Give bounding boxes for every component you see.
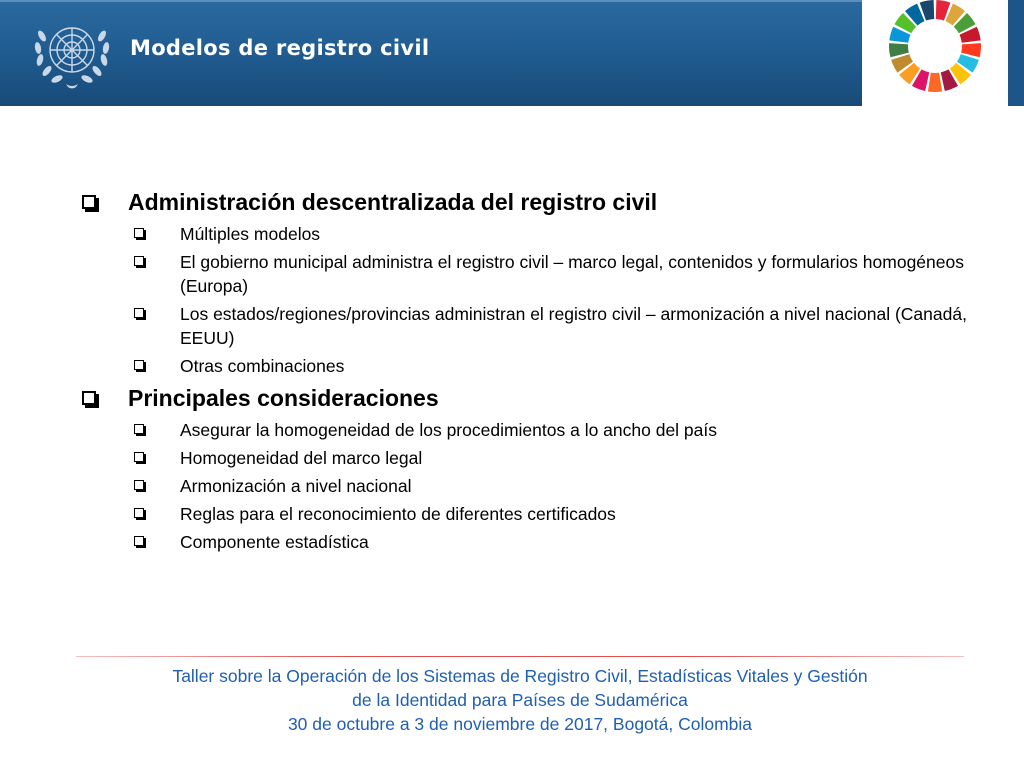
- footer-line-3: 30 de octubre a 3 de noviembre de 2017, Bogotá, Colombia: [287, 714, 753, 734]
- checkbox-bullet-icon: [134, 424, 144, 434]
- footer-line-1: Taller sobre la Operación de los Sistemas de Registro Civil, Estadísticas Vitales y Gestión: [172, 666, 868, 686]
- list-item: Múltiples modelos: [134, 222, 978, 246]
- checkbox-bullet-icon: [134, 452, 144, 462]
- list-item: Componente estadística: [134, 530, 978, 554]
- un-emblem-icon: [30, 14, 114, 92]
- sdg-wheel-segment: [961, 43, 981, 57]
- footer-line-2: de la Identidad para Países de Sudamérica: [352, 690, 688, 710]
- checkbox-bullet-icon: [82, 195, 96, 209]
- footer-text: [80, 664, 960, 736]
- list-item: Los estados/regiones/provincias administran el registro civil – armonización a nivel nacional (Canadá, EEUU): [134, 302, 978, 350]
- section-heading-decentralized: Administración descentralizada del registro civil: [78, 186, 978, 218]
- list-item: Reglas para el reconocimiento de diferentes certificados: [134, 502, 978, 526]
- list-item: Asegurar la homogeneidad de los procedimientos a lo ancho del país: [134, 418, 978, 442]
- footer-divider: [76, 656, 964, 657]
- checkbox-bullet-icon: [134, 308, 144, 318]
- checkbox-bullet-icon: [134, 256, 144, 266]
- slide-title: Modelos de registro civil: [130, 36, 430, 60]
- list-item: El gobierno municipal administra el registro civil – marco legal, contenidos y formularios homogéneos (Europa): [134, 250, 978, 298]
- list-item: Otras combinaciones: [134, 354, 978, 378]
- checkbox-bullet-icon: [134, 228, 144, 238]
- list-item: Armonización a nivel nacional: [134, 474, 978, 498]
- checkbox-bullet-icon: [82, 391, 96, 405]
- checkbox-bullet-icon: [134, 508, 144, 518]
- sdg-wheel-segment: [889, 43, 909, 57]
- section-heading-considerations: Principales consideraciones: [78, 382, 978, 414]
- checkbox-bullet-icon: [134, 480, 144, 490]
- checkbox-bullet-icon: [134, 536, 144, 546]
- sdg-color-wheel-icon: [876, 0, 994, 106]
- slide-body: [78, 186, 978, 554]
- checkbox-bullet-icon: [134, 360, 144, 370]
- sdg-wheel-segment: [928, 73, 942, 92]
- list-item: Homogeneidad del marco legal: [134, 446, 978, 470]
- header-right-strip: [1008, 0, 1024, 106]
- header-bar: [0, 0, 1024, 106]
